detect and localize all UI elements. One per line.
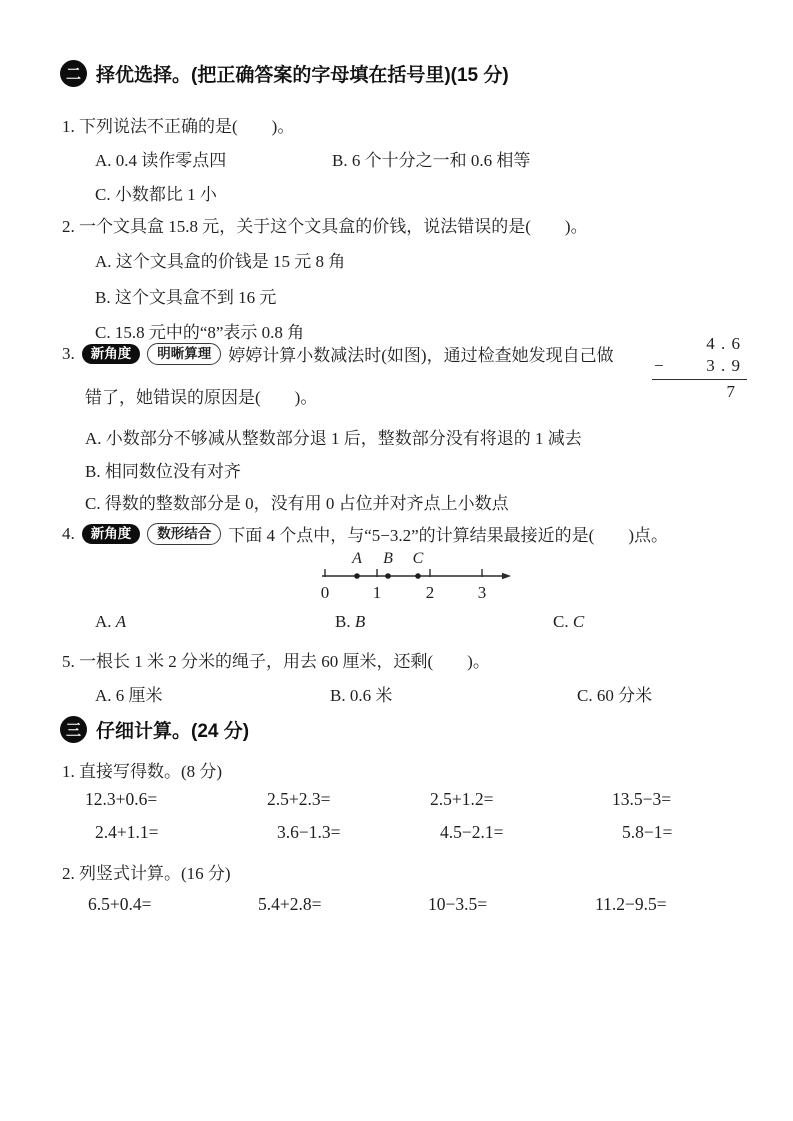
calc-row-1 [85,789,773,810]
point-a-label: A [352,550,362,567]
question-4-option-a-point: A [115,612,127,631]
calc-expression: 13.5−3= [612,789,672,809]
number-line-arrow [502,573,511,579]
question-4-option-b-label: B. [335,612,351,631]
tick-label-2: 2 [425,583,435,602]
question-4-option-a-label: A. [95,612,112,631]
question-4-option-c [553,612,763,632]
question-1-options-row [95,146,763,171]
calc-sub1-title: 1. 直接写得数。(8 分) [62,762,223,781]
calc-row-3 [88,894,773,915]
question-3-number: 3. [62,343,75,363]
question-3-stem-line-1 [62,341,614,366]
vertical-subtraction-result: 7 [726,382,735,401]
question-4-options-row [95,612,763,632]
question-4-option-b [335,612,553,632]
point-c-label: C [412,550,424,567]
minus-sign: − [654,356,665,375]
calc-row-2 [95,822,773,843]
question-4-option-a [95,612,335,632]
calc-expression: 6.5+0.4= [88,894,152,914]
question-4-option-c-point: C [572,612,585,631]
badge-new-angle-2: 新角度 [82,524,141,544]
question-1-stem: 1. 下列说法不正确的是( )。 [62,117,295,136]
question-1-option-c: C. 小数都比 1 小 [95,185,217,204]
question-4-stem-text: 下面 4 个点中，与“5−3.2”的计算结果最接近的是( )点。 [228,526,668,545]
calc-expression: 12.3+0.6= [85,789,158,809]
question-3-option-c: C. 得数的整数部分是 0，没有用 0 占位并对齐点上小数点 [85,494,509,513]
section-choice-title: 择优选择。(把正确答案的字母填在括号里)(15 分) [96,65,509,86]
question-3-stem-text-1: 婷婷计算小数减法时(如图)，通过检查她发现自己做 [228,346,614,365]
tick-label-1: 1 [372,583,382,602]
question-4-number: 4. [62,523,75,543]
point-a-dot [354,573,360,579]
section-three-icon: 三 [60,716,87,743]
question-5-options-row [95,681,763,706]
calc-expression: 2.4+1.1= [95,822,159,842]
calc-expression: 2.5+2.3= [267,789,331,809]
question-2-option-a: A. 这个文具盒的价钱是 15 元 8 角 [95,252,346,271]
calc-expression: 5.8−1= [622,822,673,842]
question-5-option-b: B. 0.6 米 [330,686,393,705]
calc-expression: 2.5+1.2= [430,789,494,809]
question-2-stem: 2. 一个文具盒 15.8 元，关于这个文具盒的价钱，说法错误的是( )。 [62,217,588,236]
question-3-option-b: B. 相同数位没有对齐 [85,462,241,481]
vertical-subtraction-row [652,354,747,380]
calc-expression: 3.6−1.3= [277,822,341,842]
section-calc-header [60,716,249,743]
badge-number-shape: 数形结合 [147,523,221,545]
question-3-stem-line-2: 错了，她错误的原因是( )。 [85,388,318,407]
question-1-option-a: A. 0.4 读作零点四 [95,151,227,170]
section-two-icon: 二 [60,60,87,87]
badge-new-angle: 新角度 [82,344,141,364]
calc-expression: 10−3.5= [428,894,488,914]
vertical-subtraction-minuend: 4 . 6 [706,334,741,353]
question-5-option-a: A. 6 厘米 [95,686,163,705]
number-line [305,548,520,610]
point-c-dot [415,573,421,579]
point-b-label: B [383,550,393,567]
point-b-dot [385,573,391,579]
section-calc-title: 仔细计算。(24 分) [96,721,250,742]
question-2-option-b: B. 这个文具盒不到 16 元 [95,288,277,307]
tick-label-0: 0 [320,583,330,602]
calc-expression: 11.2−9.5= [595,894,667,914]
question-2-option-c: C. 15.8 元中的“8”表示 0.8 角 [95,323,305,342]
vertical-subtraction-subtrahend: 3 . 9 [706,356,741,375]
question-3-option-a: A. 小数部分不够减从整数部分退 1 后，整数部分没有将退的 1 减去 [85,429,582,448]
question-1-option-b: B. 6 个十分之一和 0.6 相等 [332,151,531,170]
badge-clarify-reasoning: 明晰算理 [147,343,221,365]
question-4-stem-line [62,521,668,546]
calc-sub2-title: 2. 列竖式计算。(16 分) [62,864,231,883]
section-choice-header [60,60,509,87]
question-4-option-c-label: C. [553,612,569,631]
calc-expression: 4.5−2.1= [440,822,504,842]
question-5-stem: 5. 一根长 1 米 2 分米的绳子，用去 60 厘米，还剩( )。 [62,652,490,671]
calc-expression: 5.4+2.8= [258,894,322,914]
question-4-option-b-point: B [354,612,366,631]
tick-label-3: 3 [477,583,487,602]
vertical-subtraction [652,334,747,402]
question-5-option-c: C. 60 分米 [577,686,653,705]
